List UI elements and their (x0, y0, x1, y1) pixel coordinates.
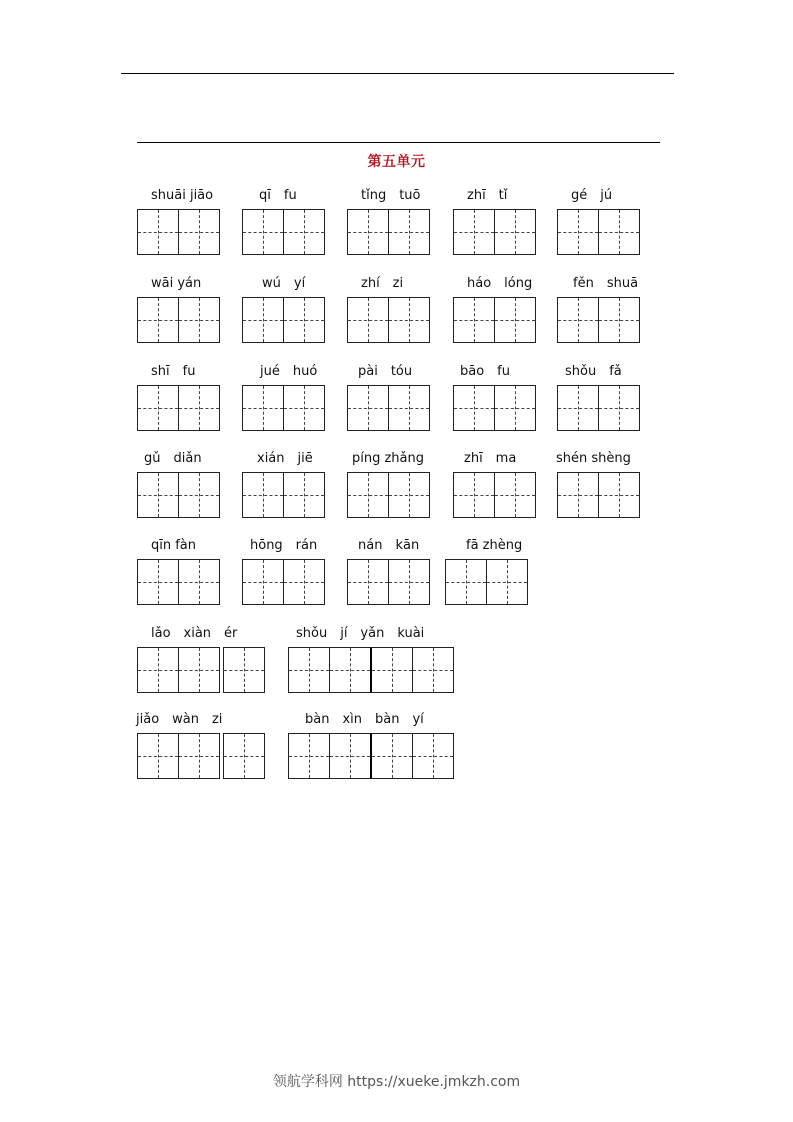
tianzige-cell[interactable] (242, 209, 284, 255)
pinyin-label: shǒu fǎ (565, 364, 622, 379)
tianzige-cell[interactable] (178, 209, 220, 255)
writing-boxes[interactable] (445, 559, 528, 605)
writing-boxes[interactable] (347, 209, 430, 255)
section-rule (137, 142, 660, 143)
writing-boxes[interactable] (137, 385, 220, 431)
pinyin-label: bàn xìn bàn yí (305, 712, 424, 727)
tianzige-cell[interactable] (494, 209, 536, 255)
pinyin-label: qī fu (259, 188, 297, 203)
writing-boxes[interactable] (242, 297, 325, 343)
tianzige-cell[interactable] (288, 733, 330, 779)
writing-boxes[interactable] (137, 733, 265, 779)
writing-boxes[interactable] (288, 647, 454, 693)
tianzige-cell[interactable] (486, 559, 528, 605)
pinyin-label: gé jú (571, 188, 613, 203)
pinyin-label: shī fu (151, 364, 196, 379)
writing-boxes[interactable] (137, 559, 220, 605)
tianzige-cell[interactable] (137, 733, 179, 779)
tianzige-cell[interactable] (453, 472, 495, 518)
writing-boxes[interactable] (347, 385, 430, 431)
tianzige-cell[interactable] (388, 472, 430, 518)
tianzige-cell[interactable] (494, 297, 536, 343)
tianzige-cell[interactable] (453, 209, 495, 255)
tianzige-cell[interactable] (453, 297, 495, 343)
pinyin-label: wāi yán (151, 276, 202, 291)
pinyin-label: shuāi jiāo (151, 188, 214, 203)
footer-watermark: 领航学科网 https://xueke.jmkzh.com (272, 1074, 521, 1090)
pinyin-label: zhī tǐ (467, 188, 508, 203)
tianzige-cell[interactable] (137, 472, 179, 518)
pinyin-label: shén shèng (556, 451, 631, 466)
pinyin-label: gǔ diǎn (144, 451, 202, 466)
writing-boxes[interactable] (242, 559, 325, 605)
tianzige-cell[interactable] (347, 209, 389, 255)
tianzige-cell[interactable] (453, 385, 495, 431)
writing-boxes[interactable] (242, 472, 325, 518)
tianzige-cell[interactable] (329, 733, 371, 779)
tianzige-cell[interactable] (137, 647, 179, 693)
writing-boxes[interactable] (137, 297, 220, 343)
tianzige-cell[interactable] (283, 559, 325, 605)
tianzige-cell[interactable] (347, 297, 389, 343)
pinyin-label: shǒu jí yǎn kuài (296, 626, 425, 641)
top-rule (121, 73, 674, 74)
pinyin-label: zhī ma (464, 451, 517, 466)
tianzige-cell[interactable] (242, 472, 284, 518)
writing-boxes[interactable] (242, 209, 325, 255)
tianzige-cell[interactable] (388, 209, 430, 255)
tianzige-cell[interactable] (137, 385, 179, 431)
tianzige-cell[interactable] (370, 647, 413, 693)
pinyin-label: xián jiē (257, 451, 313, 466)
tianzige-cell[interactable] (178, 472, 220, 518)
tianzige-cell[interactable] (178, 297, 220, 343)
tianzige-cell[interactable] (388, 559, 430, 605)
tianzige-cell[interactable] (412, 733, 454, 779)
writing-boxes[interactable] (453, 385, 536, 431)
tianzige-cell[interactable] (242, 297, 284, 343)
tianzige-cell[interactable] (329, 647, 371, 693)
tianzige-cell[interactable] (445, 559, 487, 605)
tianzige-cell[interactable] (178, 647, 220, 693)
pinyin-label: fěn shuā (573, 276, 639, 291)
tianzige-cell[interactable] (242, 385, 284, 431)
pinyin-label: jiǎo wàn zi (136, 712, 223, 727)
tianzige-cell[interactable] (557, 385, 599, 431)
tianzige-cell[interactable] (288, 647, 330, 693)
writing-boxes[interactable] (557, 472, 640, 518)
tianzige-cell[interactable] (223, 733, 265, 779)
tianzige-cell[interactable] (178, 385, 220, 431)
tianzige-cell[interactable] (557, 297, 599, 343)
tianzige-cell[interactable] (283, 385, 325, 431)
tianzige-cell[interactable] (388, 297, 430, 343)
tianzige-cell[interactable] (598, 297, 640, 343)
writing-boxes[interactable] (137, 472, 220, 518)
tianzige-cell[interactable] (347, 472, 389, 518)
writing-boxes[interactable] (453, 472, 536, 518)
tianzige-cell[interactable] (283, 472, 325, 518)
tianzige-cell[interactable] (223, 647, 265, 693)
tianzige-cell[interactable] (598, 385, 640, 431)
tianzige-cell[interactable] (283, 297, 325, 343)
pinyin-label: zhí zi (361, 276, 404, 291)
pinyin-label: hōng rán (250, 538, 318, 553)
tianzige-cell[interactable] (370, 733, 413, 779)
writing-boxes[interactable] (347, 297, 430, 343)
unit-title: 第五单元 (367, 154, 426, 170)
tianzige-cell[interactable] (283, 209, 325, 255)
pinyin-label: jué huó (260, 364, 318, 379)
pinyin-label: wú yí (262, 276, 306, 291)
writing-boxes[interactable] (137, 209, 220, 255)
tianzige-cell[interactable] (598, 209, 640, 255)
writing-boxes[interactable] (288, 733, 454, 779)
tianzige-cell[interactable] (557, 472, 599, 518)
pinyin-label: pài tóu (358, 364, 413, 379)
writing-boxes[interactable] (557, 385, 640, 431)
pinyin-label: tǐng tuō (361, 188, 421, 203)
tianzige-cell[interactable] (347, 385, 389, 431)
tianzige-cell[interactable] (598, 472, 640, 518)
pinyin-label: píng zhǎng (352, 451, 425, 466)
pinyin-label: nán kān (358, 538, 420, 553)
writing-boxes[interactable] (557, 209, 640, 255)
pinyin-label: qīn fàn (151, 538, 197, 553)
tianzige-cell[interactable] (178, 733, 220, 779)
tianzige-cell[interactable] (242, 559, 284, 605)
pinyin-label: fā zhèng (466, 538, 523, 553)
tianzige-cell[interactable] (557, 209, 599, 255)
writing-boxes[interactable] (137, 647, 265, 693)
writing-boxes[interactable] (453, 209, 536, 255)
writing-boxes[interactable] (347, 559, 430, 605)
pinyin-label: lǎo xiàn ér (151, 626, 238, 641)
writing-boxes[interactable] (347, 472, 430, 518)
writing-boxes[interactable] (557, 297, 640, 343)
pinyin-label: bāo fu (460, 364, 510, 379)
pinyin-label: háo lóng (467, 276, 533, 291)
tianzige-cell[interactable] (494, 472, 536, 518)
tianzige-cell[interactable] (347, 559, 389, 605)
tianzige-cell[interactable] (137, 297, 179, 343)
tianzige-cell[interactable] (178, 559, 220, 605)
writing-boxes[interactable] (453, 297, 536, 343)
tianzige-cell[interactable] (137, 559, 179, 605)
tianzige-cell[interactable] (388, 385, 430, 431)
writing-boxes[interactable] (242, 385, 325, 431)
tianzige-cell[interactable] (137, 209, 179, 255)
tianzige-cell[interactable] (412, 647, 454, 693)
tianzige-cell[interactable] (494, 385, 536, 431)
